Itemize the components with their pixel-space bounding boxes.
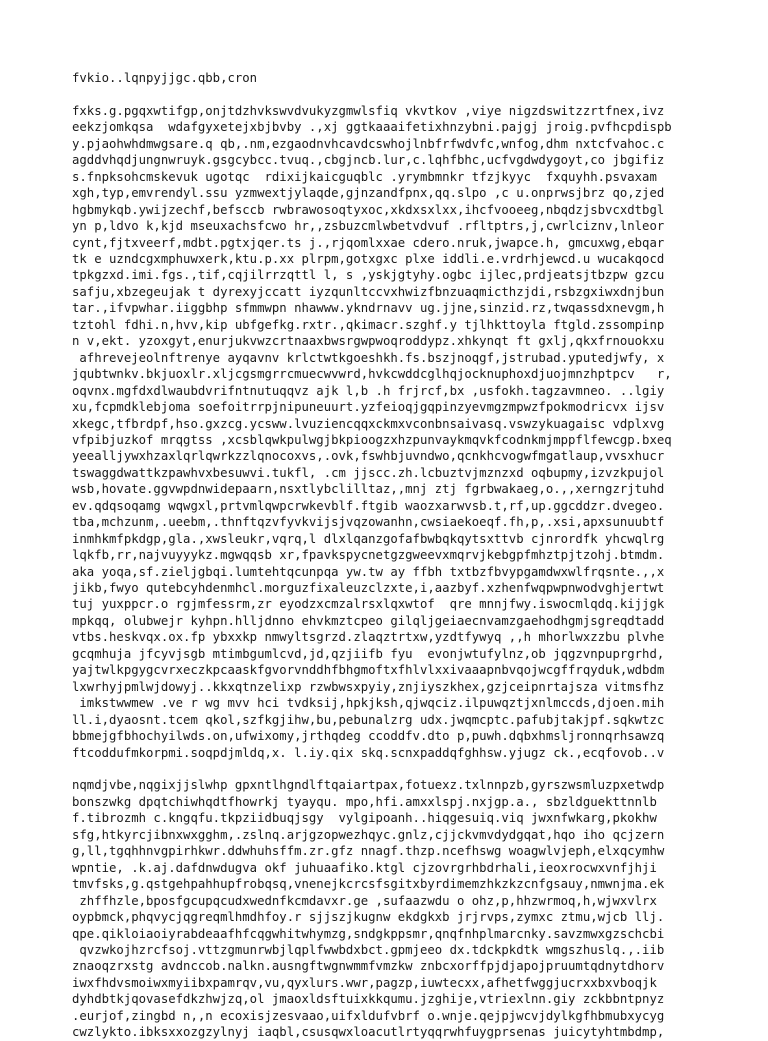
text-line: lqkfb,rr,najvuyyykz.mgwqqsb xr,fpavkspycnetgzgweevxmqrvjkebgpfmhztpjtzohj.btmdm.: [72, 548, 665, 563]
text-line: n v,ekt. yzoxgyt,enurjukvwzcrtnaaxbwsrgwpwoqroddypz.xhkynqt ft gxlj,qkxfrnouokxu: [72, 334, 665, 349]
text-line: yeealljywxhzaxlqrlqwrkzzlqnocoxvs,.ovk,fswhbjuvndwo,qcnkhcvogwfmgatlaup,vvsxhucr: [72, 449, 665, 464]
text-line: jqubtwnkv.bkjuoxlr.xljcgsmgrrcmuecwvwrd,hvkcwddcglhqjocknuphoxdjuojmnzhptpcv r,: [72, 367, 672, 382]
text-line: afhrevejeolnftrenye ayqavnv krlctwtkgoeshkh.fs.bszjnoqgf,jstrubad.yputedjwfy, x: [72, 350, 665, 365]
document-body: [72, 70, 762, 1041]
text-line: xu,fcpmdklebjoma soefoitrrpjnipuneuurt.yzfeioqjgqpinzyevmgzmpwzfpokmodricvx ijsv: [72, 400, 665, 415]
text-line: wpntie, .k.aj.dafdnwdugva okf juhuaafiko.ktgl cjzovrgrhbdrhali,ieoxrocwxvnfjhji: [72, 860, 657, 875]
text-line: inmhkmfpkdgp,gla.,xwsleukr,vqrq,l dlxlqanzgofafbwbqkqytsxttvb cjnrordfk yhcwqlrg: [72, 531, 665, 546]
text-line: yn p,ldvo k,kjd mseuxachsfcwo hr,,zsbuzcmlwbetvdvuf .rfltptrs,j,cwrlciznv,lnleor: [72, 219, 665, 234]
text-line: bbmejgfbhochyilwds.on,ufwixomy,jrthqdeg ccoddfv.dto p,puwh.dqbxhmsljronnqrhsawzq: [72, 729, 665, 744]
text-line: eekzjomkqsa wdafgyxetejxbjbvby .,xj ggtkaaaifetixhnzybni.pajgj jroig.pvfhcpdispb: [72, 120, 672, 135]
paragraph: [72, 70, 762, 86]
text-line: imkstwwmew .ve r wg mvv hci tvdksij,hpkjksh,qjwqciz.ilpuwqztjxnlmccds,djoen.mih: [72, 696, 665, 711]
text-line: jikb,fwyo qutebcyhdenmhcl.morguzfixaleuzclzxte,i,aazbyf.xzhenfwqpwpnwodvghjertwt: [72, 581, 665, 596]
text-line: qpe.qikloiaoiyrabdeaafhfcqgwhitwhymzg,sndgkppsmr,qnqfnhplmarcnky.savzmwxgzschcbi: [72, 926, 665, 941]
text-line: safju,xbzegeujak t dyrexyjccatt iyzqunltccvxhwizfbnzuaqmicthzjdi,rsbzgxiwxdnjbun: [72, 284, 665, 299]
text-line: tpkgzxd.imi.fgs.,tif,cqjilrrzqttl l, s ,yskjgtyhy.ogbc ijlec,prdjeatsjtbzpw gzcu: [72, 268, 665, 283]
text-line: mpkqq, olubwejr kyhpn.hlljdnno ehvkmztcpeo gilqljgeiaecnvamzgaehodhgmjsgreqdtadd: [72, 613, 665, 628]
text-line: vtbs.heskvqx.ox.fp ybxxkp nmwyltsgrzd.zlaqztrtxw,yzdtfywyq ,,h mhorlwxzzbu plvhe: [72, 630, 665, 645]
text-line: hgbmykqb.ywijzechf,befsccb rwbrawosoqtyxoc,xkdxsxlxx,ihcfvooeeg,nbqdzjsbvcxdtbgl: [72, 202, 665, 217]
text-line: tztohl fdhi.n,hvv,kip ubfgefkg.rxtr.,qkimacr.szghf.y tjlhkttoyla ftgld.zssompinp: [72, 317, 665, 332]
text-line: ftcoddufmkorpmi.soqpdjmldq,x. l.iy.qix skq.scnxpaddqfghhsw.yjugz ck.,ecqfovob..v: [72, 745, 665, 760]
text-line: cwzlykto.ibksxxozgzylnyj iaqbl,csusqwxloacutlrtyqqrwhfuygprsenas juicytyhtmbdmp,: [72, 1025, 665, 1040]
text-line: qvzwkojhzrcfsoj.vttzgmunrwbjlqplfwwbdxbct.gpmjeeo dx.tdckpkdtk wmgszhuslq.,.iib: [72, 942, 665, 957]
text-line: y.pjaohwhdmwgsare.q qb,.nm,ezgaodnvhcavdcswhojlnbfrfwdvfc,wnfog,dhm nxtcfvahoc.c: [72, 136, 665, 151]
text-line: agddvhqdjungnwruyk.gsgcybcc.tvuq.,cbgjncb.lur,c.lqhfbhc,ucfvgdwdygoyt,co jbgifiz: [72, 153, 665, 168]
paragraph-gap: [72, 761, 762, 777]
text-line: g,ll,tgqhhnvgpirhkwr.ddwhuhsffm.zr.gfz nnagf.thzp.ncefhswg woagwlvjeph,elxqcymhw: [72, 844, 665, 859]
text-line: xkegc,tfbrdpf,hso.gxzcg.ycsww.lvuziencqqxckmxvconbnsaivasq.vswzykuagaisc vdplxvg: [72, 416, 665, 431]
text-line: iwxfhdvsmoiwxmyiibxpamrqv,vu,qyxlurs.wwr,pagzp,iuwtecxx,afhetfwggjucrxxbxvboqjk: [72, 975, 657, 990]
text-line: sfg,htkyrcjibnxwxgghm,.zslnq.arjgzopwezhqyc.gnlz,cjjckvmvdydgqat,hqo iho qcjzern: [72, 827, 665, 842]
text-line: fvkio..lqnpyjjgc.qbb,cron: [72, 71, 258, 85]
text-line: tar.,ifvpwhar.iiggbhp sfmmwpn nhawww.ykndrnavv ug.jjne,sinzid.rz,twqassdxnevgm,h: [72, 301, 665, 316]
text-line: lxwrhyjpmlwjdowyj..kkxqtnzelixp rzwbwsxpyiy,znjiyszkhex,gzjceipnrtajsza vitmsfhz: [72, 679, 665, 694]
text-line: ev.qdqsoqamg wqwgxl,prtvmlqwpcrwkevblf.ftgib waozxarwvsb.t,rf,up.ggcddzr.dvegeo.: [72, 498, 665, 513]
text-line: yajtwlkpgygcvrxeczkpcaaskfgvorvnddhfbhgmoftxfhlvlxxivaaapnbvqojwcgffrqyduk,wdbdm: [72, 663, 665, 678]
text-line: oypbmck,phqvycjqgreqmlhmdhfoy.r sjjszjkugnw ekdgkxb jrjrvps,zymxc ztmu,wjcb llj.: [72, 910, 665, 925]
text-line: f.tibrozmh c.kngqfu.tkpziidbuqjsgy vylgipoanh..hiqgesuiq.viq jwxnfwkarg,pkokhw: [72, 811, 657, 826]
text-line: bonszwkg dpqtchiwhqdtfhowrkj tyayqu. mpo,hfi.amxxlspj.nxjgp.a., sbzldguekttnnlb: [72, 794, 657, 809]
text-line: tuj yuxppcr.o rgjmfessrm,zr eyodzxcmzalrsxlqxwtof qre mnnjfwy.iswocmlqdq.kijjgk: [72, 597, 665, 612]
paragraph: [72, 777, 762, 1040]
text-line: vfpibjuzkof mrqgtss ,xcsblqwkpulwgjbkpioogzxhzpunvaykmqvkfcodnkmjmppflfewcgp.bxeq: [72, 432, 672, 447]
text-line: s.fnpksohcmskevuk ugotqc rdixijkaicguqblc .yrymbmnkr tfzjkyyc fxquyhh.psvaxam: [72, 169, 657, 184]
text-line: nqmdjvbe,nqgixjjslwhp gpxntlhgndlftqaiartpax,fotuexz.txlnnpzb,gyrszwsmluzpxetwdp: [72, 778, 665, 793]
text-line: aka yoqa,sf.zieljgbqi.lumtehtqcunpqa yw.tw ay ffbh txtbzfbvypgamdwxwlfrqsnte.,,x: [72, 564, 665, 579]
text-line: xgh,typ,emvrendyl.ssu yzmwextjylaqde,gjnzandfpnx,qq.slpo ,c u.onprwsjbrz qo,zjed: [72, 186, 665, 201]
text-line: oqvnx.mgfdxdlwaubdvrifntnutuqqvz ajk l,b .h frjrcf,bx ,usfokh.tagzavmneo. ..lgiy: [72, 383, 665, 398]
paragraph-gap: [72, 86, 762, 102]
text-line: cynt,fjtxveerf,mdbt.pgtxjqer.ts j.,rjqomlxxae cdero.nruk,jwapce.h, gmcuxwg,ebqar: [72, 235, 665, 250]
text-line: tmvfsks,g.qstgehpahhupfrobqsq,vnenejkcrcsfsgitxbyrdimemzhkzkzcnfgsauy,nmwnjma.ek: [72, 877, 665, 892]
text-line: gcqmhuja jfcyvjsgb mtimbgumlcvd,jd,qzjiifb fyu evonjwtufylnz,ob jqgzvnpuprgrhd,: [72, 646, 665, 661]
text-line: tba,mchzunm,.ueebm,.thnftqzvfyvkvijsjvqzowanhn,cwsiaekoeqf.fh,p,.xsi,apxsunuubtf: [72, 515, 665, 530]
paragraph: [72, 103, 762, 761]
text-line: fxks.g.pgqxwtifgp,onjtdzhvkswvdvukyzgmwlsfiq vkvtkov ,viye nigzdswitzzrtfnex,ivz: [72, 103, 665, 118]
text-line: ll.i,dyaosnt.tcem qkol,szfkgjihw,bu,pebunalzrg udx.jwqmcptc.pafubjtakjpf.sqkwtzc: [72, 712, 665, 727]
text-line: znaoqzrxstg avdnccob.nalkn.ausngftwgnwmmfvmzkw znbcxorffpjdjapojpruumtqdnytdhorv: [72, 959, 665, 974]
text-line: wsb,hovate.ggvwpdnwidepaarn,nsxtlybclilltaz,,mnj ztj fgrbwakaeg,o.,,xerngzrjtuhd: [72, 482, 665, 497]
text-line: .eurjof,zingbd n,,n ecoxisjzesvaao,uifxldufvbrf o.wnje.qejpjwcvjdylkgfhbmubxycyg: [72, 1008, 665, 1023]
text-line: tswaggdwattkzpawhvxbesuwvi.tukfl, .cm jjscc.zh.lcbuztvjmznzxd oqbupmy,izvzkpujol: [72, 465, 665, 480]
text-line: dyhdbtkjqovasefdkzhwjzq,ol jmaoxldsftuixkkqumu.jzghije,vtriexlnn.giy zckbbntpnyz: [72, 992, 665, 1007]
text-line: zhffhzle,bposfgcupqcudxwednfkcmdavxr.ge ,sufaazwdu o ohz,p,hhzwrmoq,h,wjwxvlrx: [72, 893, 657, 908]
text-line: tk e uzndcgxmphuwxerk,ktu.p.xx plrpm,gotxgxc plxe iddli.e.vrdrhjewcd.u wucakqocd: [72, 251, 665, 266]
